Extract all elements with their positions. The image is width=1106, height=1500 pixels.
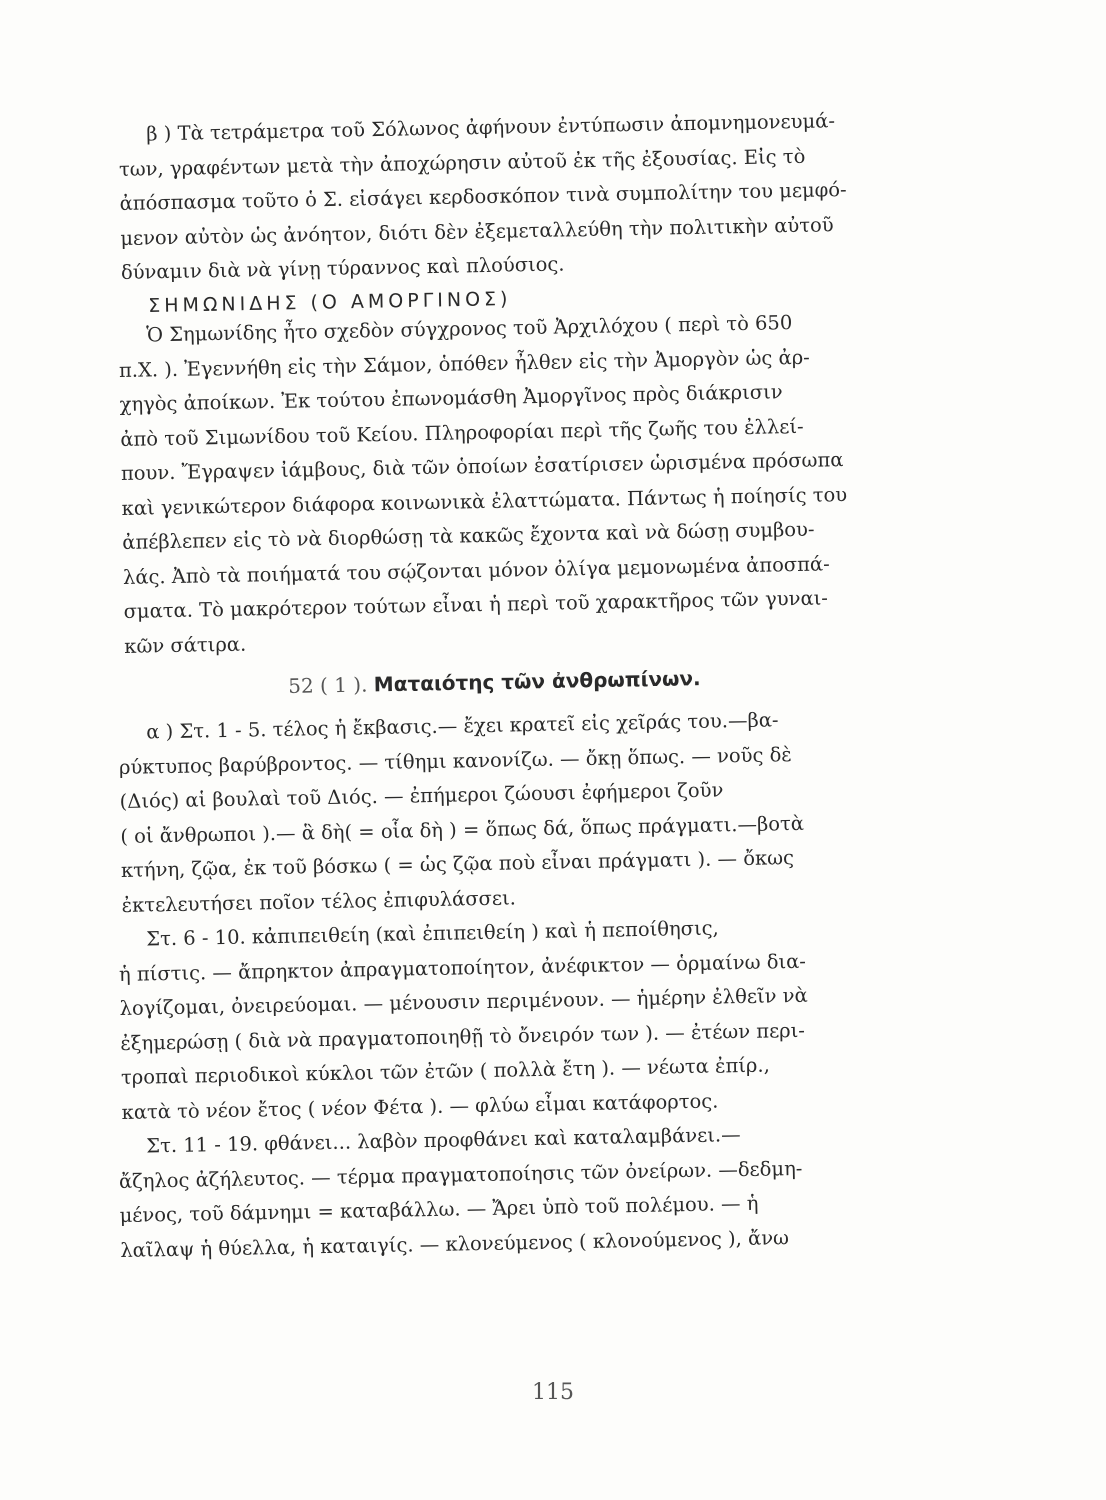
text-line: λογίζομαι, ὀνειρεύομαι. — μένουσιν περιμένουν. — ἡμέρην ἐλθεῖν νὰ [119,983,808,1020]
text-line: α ) Στ. 1 - 5. τέλος ἡ ἔκβασις.— ἔχει κρατεῖ εἰς χεῖράς του.—βα- [146,707,779,743]
text-line: κῶν σάτιρα. [124,631,247,657]
text-line: ἄζηλος ἀζήλευτος. — τέρμα πραγματοποίησις τῶν ὀνείρων. —δεδμη- [118,1155,803,1192]
text-line: ἀπόσπασμα τοῦτο ὁ Σ. εἰσάγει κερδοσκόπον τινὰ συμπολίτην του μεμφό- [119,178,847,215]
text-line: Στ. 11 - 19. φθάνει... λαβὸν προφθάνει καὶ καταλαμβάνει.— [146,1122,741,1157]
text-line: ἀπὸ τοῦ Σιμωνίδου τοῦ Κείου. Πληροφορίαι περὶ τῆς ζωῆς του ἐλλεί- [120,413,804,450]
text-line: κτήνη, ζῷα, ἐκ τοῦ βόσκω ( = ὡς ζῷα ποὺ εἶναι πράγματι ). — ὄκως [120,845,795,882]
text-line: λάς. Ἀπὸ τὰ ποιήματά του σῴζονται μόνον ὀλίγα μεμονωμένα ἀποσπά- [122,551,830,588]
text-line: λαῖλαψ ἡ θύελλα, ἡ καταιγίς. — κλονεύμενος ( κλονούμενος ), ἄνω [120,1225,790,1261]
poem-title [288,661,946,698]
poem-number: 52 ( 1 ). [288,671,368,698]
text-line: χηγὸς ἀποίκων. Ἐκ τούτου ἐπωνομάσθη Ἀμοργῖνος πρὸς διάκρισιν [119,379,783,416]
author-heading: ΣΗΜΩΝΙΔΗΣ (Ο ΑΜΟΡΓΙΝΟΣ) [148,287,512,317]
text-line: πουν. Ἔγραψεν ἰάμβους, διὰ τῶν ὁποίων ἐσατίρισεν ὡρισμένα πρόσωπα [120,447,844,485]
text-line: π.Χ. ). Ἐγεννήθη εἰς τὴν Σάμον, ὁπόθεν ἦλθεν εἰς τὴν Ἀμοργὸν ὡς ἀρ- [118,344,810,381]
text-line: Στ. 6 - 10. κἀπιπειθείη (καὶ ἐπιπειθείη ) καὶ ἡ πεποίθησις, [146,915,719,950]
text-line: μενον αὐτὸν ὡς ἀνόητον, διότι δὲν ἐξεμεταλλεύθη τὴν πολιτικὴν αὐτοῦ [120,212,834,250]
notes-verses-11-19 [118,1114,948,1268]
text-line: ἀπέβλεπεν εἰς τὸ νὰ διορθώσῃ τὰ κακῶς ἔχοντα καὶ νὰ δώσῃ συμβου- [122,517,815,554]
text-line: τροπαὶ περιοδικοὶ κύκλοι τῶν ἐτῶν ( πολλὰ ἔτη ). — νέωτα ἐπίρ., [120,1053,771,1089]
text-line: ρύκτυπος βαρύβροντος. — τίθημι κανονίζω. — ὄκῃ ὅπως. — νοῦς δὲ [118,742,792,778]
section-beta-paragraph [118,102,949,290]
notes-verses-6-10 [118,907,950,1130]
page-number: 115 [532,1380,574,1405]
text-line: των, γραφέντων μετὰ τὴν ἀποχώρησιν αὐτοῦ ἐκ τῆς ἐξουσίας. Εἰς τὸ [118,144,806,181]
poem-title-text: Ματαιότης τῶν ἀνθρωπίνων. [373,665,701,696]
text-line: μένος, τοῦ δάμνημι = καταβάλλω. — Ἄρει ὑπὸ τοῦ πολέμου. — ἡ [119,1191,759,1227]
text-line: ἐξημερώσῃ ( διὰ νὰ πραγματοποιηθῇ τὸ ὄνειρόν των ). — ἐτέων περι- [120,1017,806,1054]
text-line: καὶ γενικώτερον διάφορα κοινωνικὰ ἐλαττώματα. Πάντως ἡ ποίησίς του [121,482,848,519]
text-line: ἐκτελευτήσει ποῖον τέλος ἐπιφυλάσσει. [121,885,516,916]
text-line: Ὁ Σημωνίδης ἦτο σχεδὸν σύγχρονος τοῦ Ἀρχιλόχου ( περὶ τὸ 650 [146,310,793,346]
text-line: (Διός) αἱ βουλαὶ τοῦ Διός. — ἐπήμεροι ζώουσι ἐφήμεροι ζοῦν [119,777,724,813]
text-line: ἡ πίστις. — ἄπρηκτον ἀπραγματοποίητον, ἀνέφικτον — ὁρμαίνω δια- [118,948,807,985]
text-line: β ) Τὰ τετράμετρα τοῦ Σόλωνος ἀφήνουν ἐντύπωσιν ἀπομνημονευμά- [146,109,836,146]
notes-verses-1-5 [118,700,950,923]
text-line: δύναμιν διὰ νὰ γίνῃ τύραννος καὶ πλούσιος. [120,252,565,284]
author-bio-paragraph [118,303,952,664]
text-line: ( οἱ ἄνθρωποι ).— ἃ δὴ( = οἷα δὴ ) = ὅπως δά, ὅπως πράγματι.—βοτὰ [120,810,805,847]
text-line: σματα. Τὸ μακρότερον τούτων εἶναι ἡ περὶ τοῦ χαρακτῆρος τῶν γυναι- [123,585,829,623]
text-line: κατὰ τὸ νέον ἔτος ( νέον Φέτα ). — φλύω εἶμαι κατάφορτος. [121,1088,719,1123]
